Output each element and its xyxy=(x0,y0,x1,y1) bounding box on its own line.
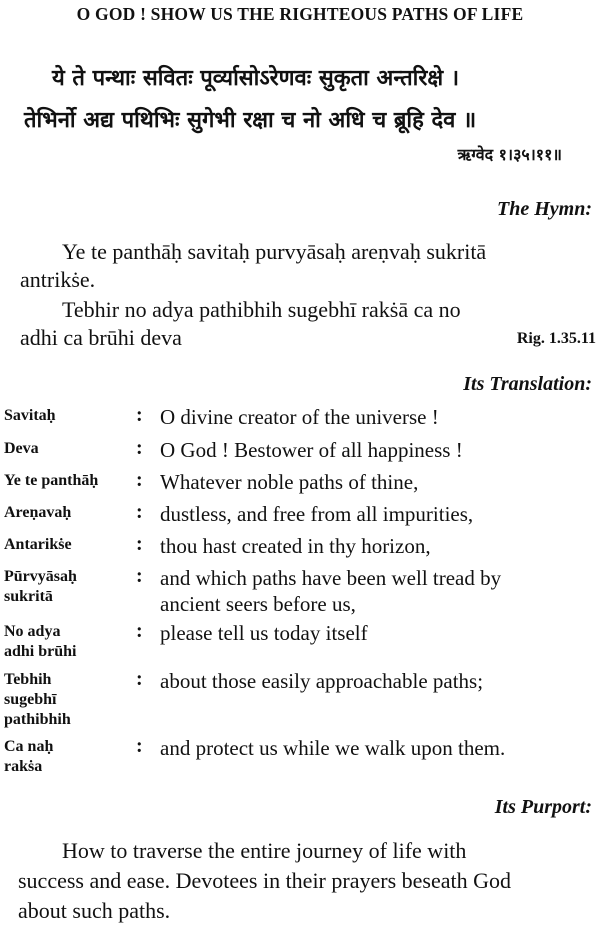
sanskrit-verse-line-2: तेभिर्नो अद्य पथिभिः सुगेभी रक्षा च नो अधि च ब्रूहि देव ॥ xyxy=(24,108,477,133)
term: Tebhih sugebhī pathibhih xyxy=(4,671,71,728)
separator: : xyxy=(136,565,143,587)
hymn-line-1-continued: antrikṡe. xyxy=(20,267,96,292)
hymn-heading: The Hymn: xyxy=(497,198,592,220)
term: No adya adhi brūhi xyxy=(4,623,77,660)
translation-heading: Its Translation: xyxy=(463,373,592,395)
hymn-line-2: Tebhir no adya pathibhih sugebhī rakṡā ca no xyxy=(62,297,461,322)
purport-line-3: about such paths. xyxy=(18,898,171,923)
term: Deva xyxy=(4,440,39,457)
separator: : xyxy=(136,735,143,757)
meaning: O God ! Bestower of all happiness ! xyxy=(160,438,463,462)
term: Savitaḥ xyxy=(4,407,56,424)
term: Areṇavaḥ xyxy=(4,504,72,521)
purport-line-2: success and ease. Devotees in their prayers beseath God xyxy=(18,868,511,893)
term: Antarikṡe xyxy=(4,536,72,553)
meaning: about those easily approachable paths; xyxy=(160,669,484,693)
meaning: and which paths have been well tread by ancient seers before us, xyxy=(160,566,502,616)
purport-line-1: How to traverse the entire journey of life with xyxy=(62,838,467,863)
separator: : xyxy=(136,404,143,426)
hymn-line-1: Ye te panthāḥ savitaḥ purvyāsaḥ areṇvaḥ sukritā xyxy=(62,239,487,264)
hymn-line-2-continued: adhi ca brūhi deva xyxy=(20,325,182,350)
separator: : xyxy=(136,668,143,690)
separator: : xyxy=(136,620,143,642)
sanskrit-reference: ऋग्वेद १।३५।११॥ xyxy=(457,145,562,164)
meaning: O divine creator of the universe ! xyxy=(160,405,439,429)
separator: : xyxy=(136,437,143,459)
meaning: dustless, and free from all impurities, xyxy=(160,502,474,526)
separator: : xyxy=(136,533,143,555)
purport-text xyxy=(18,836,598,926)
page-title: O GOD ! SHOW US THE RIGHTEOUS PATHS OF LIFE xyxy=(76,4,524,24)
separator: : xyxy=(136,501,143,523)
purport-heading: Its Purport: xyxy=(494,796,592,818)
sanskrit-verse-line-1: ये ते पन्थाः सवितः पूर्व्यासोऽरेणवः सुकृता अन्तरिक्षे । xyxy=(52,66,460,91)
meaning: thou hast created in thy horizon, xyxy=(160,534,431,558)
meaning: Whatever noble paths of thine, xyxy=(160,470,419,494)
meaning: and protect us while we walk upon them. xyxy=(160,736,506,760)
term: Ca naḥ rakṡa xyxy=(4,738,54,775)
meaning: please tell us today itself xyxy=(160,621,368,645)
separator: : xyxy=(136,469,143,491)
rigveda-reference: Rig. 1.35.11 xyxy=(516,330,596,347)
term: Pūrvyāsaḥ sukritā xyxy=(4,568,77,605)
term: Ye te panthāḥ xyxy=(4,472,99,489)
